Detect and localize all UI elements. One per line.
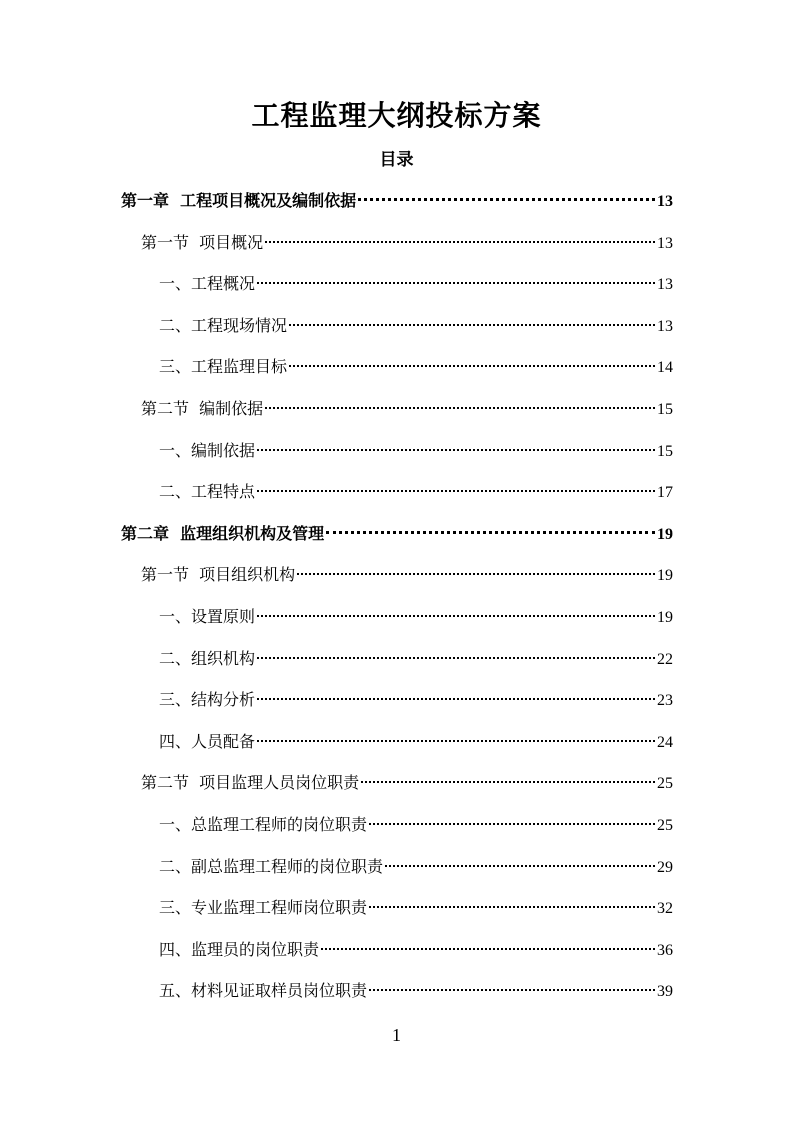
toc-entry-title: 第二章 监理组织机构及管理 xyxy=(121,523,325,543)
toc-heading: 目录 xyxy=(379,150,414,170)
toc-entry-page: 29 xyxy=(657,858,673,876)
toc-entry-page: 14 xyxy=(657,359,673,377)
toc-entry-page: 22 xyxy=(657,650,673,668)
toc-dot-leader xyxy=(257,698,655,700)
toc-entry-title: 二、副总监理工程师的岗位职责 xyxy=(159,856,384,876)
document-title: 工程监理大纲投标方案 xyxy=(251,99,542,132)
toc-entry-item[interactable] xyxy=(0,935,793,977)
toc-entry-page: 13 xyxy=(657,234,673,252)
toc-entry-page: 17 xyxy=(657,484,673,502)
toc-entry-title: 四、人员配备 xyxy=(159,731,256,751)
toc-entry-page: 24 xyxy=(657,733,673,751)
toc-entry-title: 一、编制依据 xyxy=(159,440,256,460)
toc-dot-leader xyxy=(289,324,655,326)
toc-dot-leader xyxy=(265,241,655,243)
toc-entry-page: 13 xyxy=(657,317,673,335)
toc-entry-title: 二、工程现场情况 xyxy=(159,315,288,335)
toc-entry-chapter-1[interactable] xyxy=(0,186,793,228)
toc-entry-page: 19 xyxy=(657,608,673,626)
toc-entry-item[interactable] xyxy=(0,436,793,478)
toc-dot-leader xyxy=(369,989,655,991)
toc-entry-title: 三、工程监理目标 xyxy=(159,357,288,377)
toc-entry-page: 13 xyxy=(657,193,673,210)
toc-dot-leader xyxy=(358,198,655,201)
toc-dot-leader xyxy=(257,740,655,742)
toc-entry-section[interactable] xyxy=(0,394,793,436)
toc-entry-section[interactable] xyxy=(0,768,793,810)
table-of-contents xyxy=(0,186,793,1018)
toc-entry-page: 25 xyxy=(657,816,673,834)
toc-entry-title: 二、组织机构 xyxy=(159,648,256,668)
toc-entry-page: 36 xyxy=(657,941,673,959)
toc-dot-leader xyxy=(257,449,655,451)
toc-entry-title: 四、监理员的岗位职责 xyxy=(159,939,320,959)
toc-entry-item[interactable] xyxy=(0,893,793,935)
toc-dot-leader xyxy=(257,282,655,284)
toc-dot-leader xyxy=(257,657,655,659)
toc-dot-leader xyxy=(369,906,655,908)
toc-entry-title: 一、设置原则 xyxy=(159,606,256,626)
toc-entry-page: 23 xyxy=(657,692,673,710)
toc-entry-item[interactable] xyxy=(0,311,793,353)
toc-entry-item[interactable] xyxy=(0,976,793,1018)
toc-entry-page: 39 xyxy=(657,983,673,1001)
toc-entry-item[interactable] xyxy=(0,602,793,644)
toc-entry-page: 32 xyxy=(657,900,673,918)
toc-entry-item[interactable] xyxy=(0,852,793,894)
toc-entry-item[interactable] xyxy=(0,685,793,727)
toc-entry-title: 第二节 项目监理人员岗位职责 xyxy=(141,773,360,793)
toc-entry-title: 三、结构分析 xyxy=(159,690,256,710)
toc-dot-leader xyxy=(385,865,655,867)
toc-entry-page: 19 xyxy=(657,567,673,585)
toc-dot-leader xyxy=(257,490,655,492)
toc-entry-title: 二、工程特点 xyxy=(159,482,256,502)
toc-entry-page: 15 xyxy=(657,400,673,418)
toc-entry-section[interactable] xyxy=(0,228,793,270)
toc-dot-leader xyxy=(289,365,655,367)
toc-dot-leader xyxy=(361,781,655,783)
toc-dot-leader xyxy=(257,615,655,617)
toc-dot-leader xyxy=(321,948,655,950)
toc-entry-title: 第一节 项目概况 xyxy=(141,232,264,252)
toc-entry-item[interactable] xyxy=(0,477,793,519)
toc-entry-title: 一、总监理工程师的岗位职责 xyxy=(159,814,368,834)
toc-dot-leader xyxy=(265,407,655,409)
toc-entry-item[interactable] xyxy=(0,727,793,769)
toc-dot-leader xyxy=(369,823,655,825)
toc-entry-title: 三、专业监理工程师岗位职责 xyxy=(159,898,368,918)
toc-entry-item[interactable] xyxy=(0,810,793,852)
toc-entry-title: 五、材料见证取样员岗位职责 xyxy=(159,981,368,1001)
toc-entry-chapter-2[interactable] xyxy=(0,519,793,561)
toc-entry-page: 25 xyxy=(657,775,673,793)
toc-entry-item[interactable] xyxy=(0,352,793,394)
toc-entry-title: 第一节 项目组织机构 xyxy=(141,565,296,585)
toc-entry-item[interactable] xyxy=(0,644,793,686)
page-number: 1 xyxy=(392,1025,401,1045)
toc-entry-page: 13 xyxy=(657,276,673,294)
toc-entry-title: 第二节 编制依据 xyxy=(141,398,264,418)
toc-entry-item[interactable] xyxy=(0,269,793,311)
toc-entry-page: 19 xyxy=(657,525,673,543)
toc-dot-leader xyxy=(297,573,655,575)
toc-entry-title: 第一章 工程项目概况及编制依据 xyxy=(121,191,357,210)
toc-dot-leader xyxy=(326,531,655,534)
toc-entry-title: 一、工程概况 xyxy=(159,274,256,294)
toc-entry-page: 15 xyxy=(657,442,673,460)
toc-entry-section[interactable] xyxy=(0,560,793,602)
